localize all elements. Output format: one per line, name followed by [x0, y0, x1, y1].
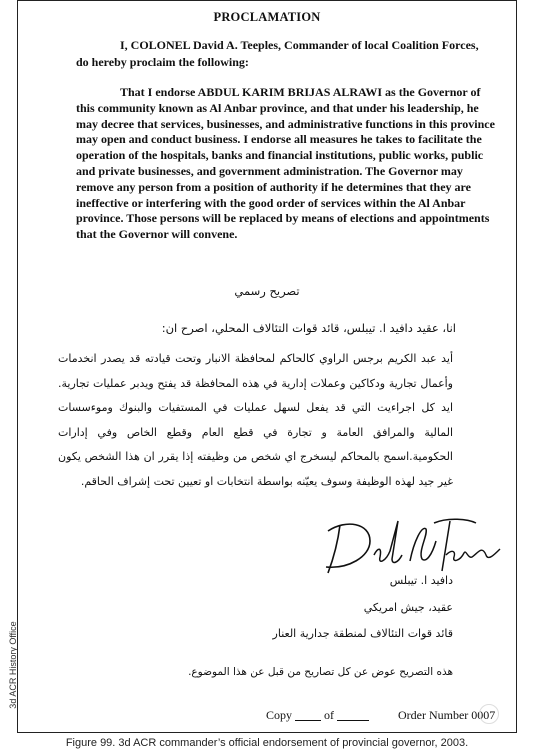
arabic-footnote: هذه التصريح عوض عن كل تصاريح من قبل عن هذا الموضوع.	[188, 666, 453, 678]
side-credit: 3d ACR History Office	[8, 621, 18, 709]
english-body-paragraph: That I endorse ABDUL KARIM BRIJAS ALRAWI as the Governor of this community known as Al Anbar province, and that under his leadership, he may decree that services, businesses, and administrative functions in this province may open and conduct business. I endorse all measures he takes to facilitate the operation of the hospitals, banks and financial institutions, public works, public and private businesses, and government administration. The Governor may remove any person from a position of authority if he determines that they are ineffective or interfering with the good order of services within the Al Anbar province. Those persons will be replaced by means of elections and appointments that the Governor will convene.	[76, 85, 495, 242]
watermark-seal-icon	[479, 704, 499, 724]
copy-blank	[295, 720, 321, 721]
arabic-title: تصريح رسمي	[234, 284, 300, 298]
copy-number-line	[266, 708, 372, 723]
copy-label: Copy	[266, 708, 293, 722]
of-label: of	[324, 708, 335, 722]
document-title: PROCLAMATION	[213, 10, 321, 24]
proclamation-document	[17, 0, 517, 733]
intro-paragraph: I, COLONEL David A. Teeples, Commander of local Coalition Forces, do hereby proclaim the following:	[76, 38, 479, 69]
handwritten-signature	[318, 511, 506, 579]
arabic-signatory-unit: قائد قوات التئالاف لمنطقة جدارية العنار	[272, 627, 453, 640]
arabic-signatory-name: دافيد ا. تيبلس	[389, 574, 453, 587]
of-blank	[337, 720, 369, 721]
figure-caption: Figure 99. 3d ACR commander’s official endorsement of provincial governor, 2003.	[65, 737, 469, 749]
order-number: Order Number 0007	[398, 708, 496, 722]
arabic-body-paragraph: أيد عبد الكريم برجس الراوي كالحاكم لمحافظة الانبار وتحت قيادته قد يصدر انخدمات وأعمال تجارية ودكاكين وعملات إدارية في هذه المحافظة قد يفتح ويدبر عمليات تجارية. ايد كل اجراءيت التي قد يفعل لسهل عمليات في المستفيات والبنوك وموءسسات المالية والمرافق العامة و تجارة في قطع العام وقطع الخاص وفي إدارات الحكومية.اسمح بالمحاكم ليسخرج اي شخص من وظيفته إذا يقرر ان هذا الشخص يكون غير جيد لهذه الوظيفة وسوف يعيّنه بواسطة انتخابات او تعيين تحت إشراف الحاقم.	[58, 352, 453, 488]
arabic-signatory-rank: عقيد، جيش امريكي	[363, 601, 453, 614]
arabic-intro: انا، عقيد دافيد ا. تيبلس، قائد قوات التئالاف المحلي، اصرح ان:	[161, 321, 456, 335]
